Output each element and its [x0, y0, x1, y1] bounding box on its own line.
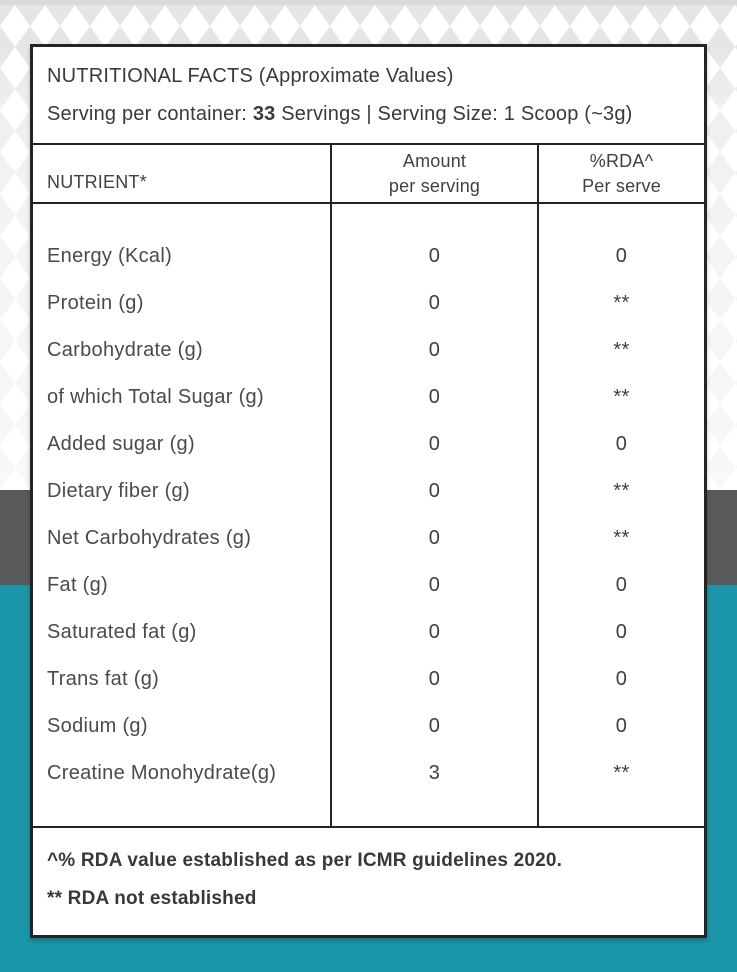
amount-column [330, 204, 537, 826]
serving-suffix: Servings | Serving Size: 1 Scoop (~3g) [275, 103, 633, 125]
table-column-headers [33, 145, 704, 204]
nutrient-label: Trans fat (g) [47, 668, 160, 690]
nutrient-label: Creatine Monohydrate(g) [47, 762, 277, 784]
amount-value: 0 [428, 386, 441, 408]
rda-header-line1: %RDA^ [589, 150, 654, 171]
nutrient-label: Protein (g) [47, 292, 144, 314]
amount-header-line1: Amount [402, 150, 467, 171]
nutrient-label: Dietary fiber (g) [47, 480, 190, 502]
table-body [33, 204, 704, 826]
rda-value: ** [613, 480, 630, 502]
amount-value: 0 [428, 574, 441, 596]
column-header-nutrient: NUTRIENT* [47, 172, 147, 192]
nutrient-label: Carbohydrate (g) [47, 339, 203, 361]
amount-value: 3 [428, 762, 441, 784]
nutrient-column [33, 204, 330, 826]
amount-value: 0 [428, 480, 441, 502]
amount-header-line2: per serving [388, 175, 481, 196]
nutrient-label: Added sugar (g) [47, 433, 195, 455]
rda-guidelines-footnote: ^% RDA value established as per ICMR guidelines 2020. [47, 850, 563, 871]
nutrient-label: Fat (g) [47, 574, 108, 596]
serving-count: 33 [252, 103, 276, 125]
nutrient-label: Energy (Kcal) [47, 245, 173, 267]
rda-value: ** [613, 386, 630, 408]
footnotes-section [33, 826, 704, 912]
rda-value: 0 [615, 245, 628, 267]
nutrition-facts-card [30, 44, 707, 938]
amount-value: 0 [428, 292, 441, 314]
nutrient-label: of which Total Sugar (g) [47, 386, 264, 408]
rda-value: ** [613, 762, 630, 784]
rda-value: 0 [615, 433, 628, 455]
rda-value: 0 [615, 668, 628, 690]
rda-value: ** [613, 292, 630, 314]
amount-value: 0 [428, 668, 441, 690]
amount-value: 0 [428, 621, 441, 643]
rda-header-line2: Per serve [582, 175, 661, 196]
nutrient-label: Net Carbohydrates (g) [47, 527, 252, 549]
rda-value: ** [613, 527, 630, 549]
column-header-rda [537, 145, 704, 202]
rda-value: 0 [615, 621, 628, 643]
rda-not-established-footnote: ** RDA not established [47, 888, 257, 909]
serving-info-line [47, 95, 690, 133]
amount-value: 0 [428, 339, 441, 361]
amount-value: 0 [428, 715, 441, 737]
amount-value: 0 [428, 527, 441, 549]
card-header [33, 47, 704, 145]
column-header-amount [330, 145, 537, 202]
rda-value: 0 [615, 574, 628, 596]
nutrient-label: Saturated fat (g) [47, 621, 197, 643]
amount-value: 0 [428, 245, 441, 267]
rda-value: 0 [615, 715, 628, 737]
nutrient-label: Sodium (g) [47, 715, 148, 737]
nutrition-facts-title: NUTRITIONAL FACTS (Approximate Values) [47, 65, 454, 87]
serving-prefix: Serving per container: [47, 103, 253, 125]
rda-column [537, 204, 704, 826]
amount-value: 0 [428, 433, 441, 455]
rda-value: ** [613, 339, 630, 361]
